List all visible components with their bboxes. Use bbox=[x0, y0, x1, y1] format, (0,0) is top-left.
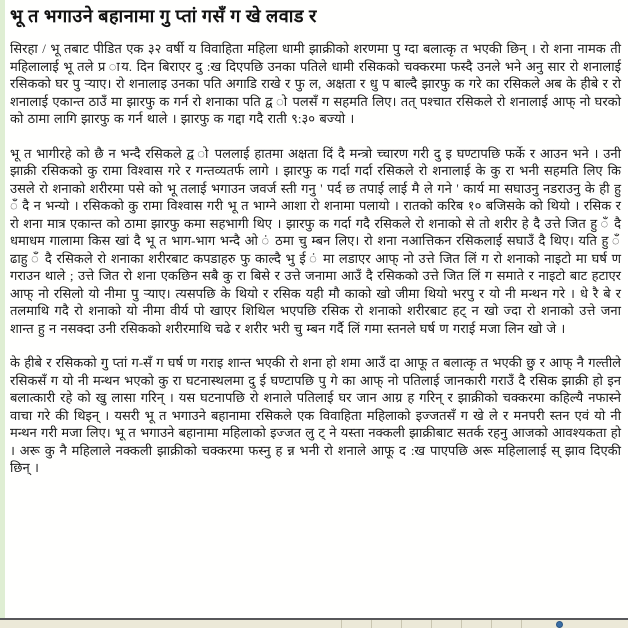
taskbar-separator bbox=[371, 620, 372, 628]
taskbar-separator bbox=[401, 620, 402, 628]
taskbar-separator bbox=[431, 620, 432, 628]
taskbar-separator bbox=[491, 620, 492, 628]
article-paragraph-3: के हीबे र रसिकको गु प्तां ग-सँ ग घर्ष ण गराइ शान्त भएकी रो शना हो शमा आउँ दा आफू त बलात्कृ त भएकी छु र आफ् नै गल्तीले रसिकसँ ग यो नी मन्थन भएको कु रा घटनास्थलमा दु ई घण्टापछि पु गे का आफ् नो पतिलाई जानकारी गराउँ दै रसिक झाक्री हो इन बलात्कारी रहे को खु लासा गरिन् । यस घटनापछि रो शनाले पतिलाई घर जान आग्र ह गरिन् र झाक्रीको चक्करमा कहिल्यै नफास्ने वाचा गरे की थिइन् । यसरी भू त भगाउने बहानामा रसिकले एक विवाहिता महिलाको इज्जतसँ ग खे ले र मनपरी स्तन एवं यो नी मन्थन गरी मजा लिए। भू त भगाउने बहानामा महिलाको इज्जत लु ट् ने यस्ता नक्कली झाक्रीबाट सतर्क रहनु आजको आवश्यकता हो । अरू कु नै महिलाले नक्कली झाक्रीको चक्करमा फस्नु ह न्न भनी रो शनाले आफू द :ख पाएपछि अरू महिलालाई स् झाव दिएकी छिन् । bbox=[10, 355, 621, 475]
article-paragraph-1: सिरहा / भू तबाट पीडित एक ३२ वर्षी य विवाहिता महिला धामी झाक्रीको शरणमा पु ग्दा बलात्कृ त भएकी छिन् । रो शना नामक ती महिलालाई भू तले प्र ाय. दिन बिराएर दु :ख दिएपछि उनका पतिले धामी रसिकको चक्करमा फस्दै उनले भने अनु सार रो शनालाई रसिकको घर पु ऱ्याए। रो शनालाइ उनका पति अगाडि राखे र फु ल, अक्षता र धु प बाल्दै झारफु क गरे का रसिकले अब के हीबे र रो शनालाई एकान्त ठाउँ मा झारफु क गर्न रो शनाका पति द्व ो पलसँ ग सहमति लिए। तत् पश्चात रसिकले रो शनालाई आफ् नो घरको को ठामा लागि झारफु क गर्न थाले । झारफु क गद्दा गदै राती ९:३० बज्यो । bbox=[10, 41, 621, 126]
blue-app-dot-icon[interactable] bbox=[556, 621, 563, 628]
taskbar-separator bbox=[341, 620, 342, 628]
taskbar-separator bbox=[521, 620, 522, 628]
taskbar-separator bbox=[461, 620, 462, 628]
article-title: भू त भगाउने बहानामा गु प्तां गसँ ग खे लवाड र bbox=[10, 6, 317, 26]
article-paragraph-2: भू त भागीरहे को छै न भन्दै रसिकले द्व ो पललाई हातमा अक्षता दिं दै मन्त्रो च्चारण गरी दु इ घण्टापछि फर्के र आउन भने । उनी झाक्री रसिकको कु रामा विश्वास गरे र गन्तव्यतर्फ लागे । झारफु क गर्दा गर्दा रसिकले रो शनालाई के कु रा भनी सहमति लिए कि उसले रो शनाको शरीरमा पसे को भू तलाई भगाउन जवर्ज स्ती गनु ' पर्द छ तपाई लाई मै ले गने ' कार्य मा सघाउनु नडराउनु के ही हु ँ दै न भन्यो । रसिकको कु रामा विश्वास गरी भू त भाग्ने आशा रो शनामा पलायो । रातको करिब १० बजिसके को थियो । रसिक र रो शना मात्र एकान्त को ठामा झारफु कमा सहभागी थिए । झारफु क गर्दा गदै रसिकले रो शनाको से तो शरीर हे दै उत्ते जित हु ँ दै धमाधम गालामा किस खां दै भू त भाग-भाग भन्दै ओ ं ठमा चु म्बन लिए। रो शना नआत्तिकन रसिकलाई सघाउँ दै थिए। यति हु ँ ढाहु ँ दै रसिकले रो शनाका शरीरबाट कपडाहरु फु काल्दै भु ई ं मा लडाएर आफ् नो उत्ते जित लिं ग रो शनाको नाइटो मा घर्ष ण गराउन थाले ; उत्ते जित रो शना एकछिन सबै कु रा बिसे र उत्ते जनामा आउँ दै रसिकको उत्ते जित लिं ग समाते र नाइटो बाट हटाएर आफ् नो रसिलो यो नीमा पु ऱ्याए। त्यसपछि के थियो र रसिक यही मौ काको खो जीमा थियो भरपु र यो नी मन्थन गरे । धे रै बे र तलमाथि गदै रो शनाको यो नीमा वीर्य पो खाएर शिथिल भएपछि रसिक रो शनाको शरीरबाट हट् न खो ज्दा रो शनाको उत्ते जना शान्त हु न नसक्दा उनी रसिकको शरीरमाथि चढे र शरीर भरी चु म्बन गर्दै लिं गमा स्तनले घर्ष ण गराई मजा लिन खो जे । bbox=[10, 145, 621, 336]
article-content bbox=[5, 0, 624, 620]
taskbar-sliver bbox=[0, 618, 628, 628]
